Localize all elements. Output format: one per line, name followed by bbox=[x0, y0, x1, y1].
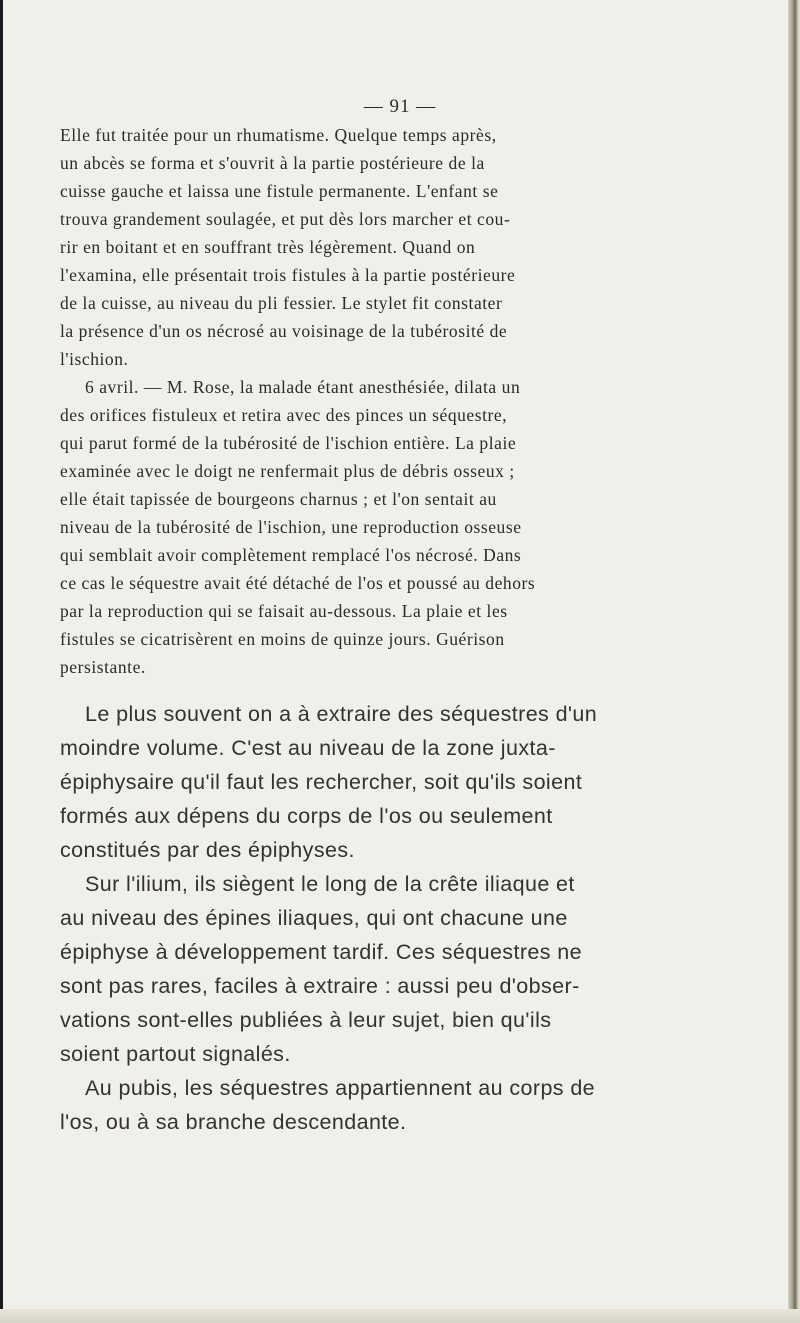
text-line: sont pas rares, faciles à extraire : aussi peu d'obser- bbox=[60, 974, 580, 998]
text-line: persistante. bbox=[60, 657, 146, 677]
text-line: ce cas le séquestre avait été détaché de l'os et poussé au dehors bbox=[60, 573, 536, 593]
text-line: formés aux dépens du corps de l'os ou seulement bbox=[60, 804, 553, 828]
text-line: qui parut formé de la tubérosité de l'ischion entière. La plaie bbox=[60, 433, 517, 453]
text-line: qui semblait avoir complètement remplacé l'os nécrosé. Dans bbox=[60, 545, 522, 565]
text-line: examinée avec le doigt ne renfermait plus de débris osseux ; bbox=[60, 461, 515, 481]
text-line: l'examina, elle présentait trois fistules à la partie postérieure bbox=[60, 265, 516, 285]
text-line: épiphyse à développement tardif. Ces séquestres ne bbox=[60, 940, 582, 964]
text-line: soient partout signalés. bbox=[60, 1042, 291, 1066]
text-line: au niveau des épines iliaques, qui ont chacune une bbox=[60, 906, 568, 930]
text-line: de la cuisse, au niveau du pli fessier. Le stylet fit constater bbox=[60, 293, 503, 313]
text-line: 6 avril. — M. Rose, la malade étant anesthésiée, dilata un bbox=[85, 377, 521, 397]
page-bottom-edge bbox=[0, 1309, 800, 1323]
text-line: la présence d'un os nécrosé au voisinage de la tubérosité de bbox=[60, 321, 508, 341]
text-line: constitués par des épiphyses. bbox=[60, 838, 355, 862]
text-line: Sur l'ilium, ils siègent le long de la crête iliaque et bbox=[85, 872, 575, 896]
page-number: — 91 — bbox=[363, 96, 437, 117]
text-line: Au pubis, les séquestres appartiennent au corps de bbox=[85, 1076, 596, 1100]
text-line: épiphysaire qu'il faut les rechercher, soit qu'ils soient bbox=[60, 770, 583, 794]
text-line: moindre volume. C'est au niveau de la zone juxta- bbox=[60, 736, 556, 760]
text-line: des orifices fistuleux et retira avec des pinces un séquestre, bbox=[60, 405, 508, 425]
text-line: rir en boitant et en souffrant très légèrement. Quand on bbox=[60, 237, 476, 257]
text-line: vations sont-elles publiées à leur sujet, bien qu'ils bbox=[60, 1008, 552, 1032]
text-line: l'os, ou à sa branche descendante. bbox=[60, 1110, 407, 1134]
page-left-edge bbox=[0, 0, 3, 1323]
text-line: elle était tapissée de bourgeons charnus ; et l'on sentait au bbox=[60, 489, 497, 509]
text-line: un abcès se forma et s'ouvrit à la partie postérieure de la bbox=[60, 153, 485, 173]
text-line: cuisse gauche et laissa une fistule permanente. L'enfant se bbox=[60, 181, 499, 201]
text-line: l'ischion. bbox=[60, 349, 129, 369]
text-line: Elle fut traitée pour un rhumatisme. Quelque temps après, bbox=[60, 125, 497, 145]
text-line: par la reproduction qui se faisait au-dessous. La plaie et les bbox=[60, 601, 508, 621]
text-line: trouva grandement soulagée, et put dès lors marcher et cou- bbox=[60, 209, 511, 229]
page-right-edge bbox=[788, 0, 800, 1323]
text-line: niveau de la tubérosité de l'ischion, une reproduction osseuse bbox=[60, 517, 522, 537]
text-line: fistules se cicatrisèrent en moins de quinze jours. Guérison bbox=[60, 629, 505, 649]
text-line: Le plus souvent on a à extraire des séquestres d'un bbox=[85, 702, 598, 726]
